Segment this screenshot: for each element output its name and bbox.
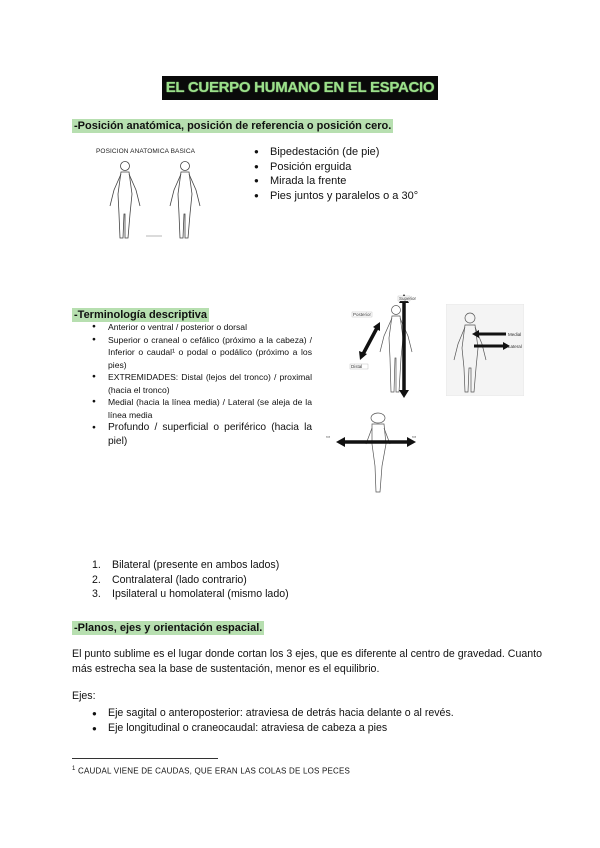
section-heading-anatomical-position xyxy=(72,116,393,134)
label-posterior: Posterior xyxy=(353,312,372,317)
label-lateral: Lateral xyxy=(508,344,522,349)
anatomical-position-list xyxy=(254,145,418,203)
section-heading-text: -Terminología descriptiva xyxy=(74,309,208,321)
profundo-superficial-figure xyxy=(320,404,432,496)
list-item: ● Mirada la frente xyxy=(254,174,418,189)
ejes-list xyxy=(92,706,454,736)
label-right-arrow: ▭ xyxy=(412,434,417,439)
list-item: ● Eje longitudinal o craneocaudal: atraviesa de cabeza a pies xyxy=(92,721,454,736)
terminology-list xyxy=(92,321,312,449)
anatomical-figures-illustration xyxy=(90,158,230,248)
laterality-list xyxy=(92,558,289,602)
list-item: 3. Ipsilateral u homolateral (mismo lado) xyxy=(92,588,289,601)
list-item: ● Posición erguida xyxy=(254,160,418,175)
label-superior: Superior xyxy=(399,296,417,301)
footnote xyxy=(72,766,350,776)
list-item: 2. Contralateral (lado contrario) xyxy=(92,573,247,586)
section-heading-text: -Planos, ejes y orientación espacial. xyxy=(74,622,263,634)
page-title: EL CUERPO HUMANO EN EL ESPACIO xyxy=(162,76,438,100)
section-heading-text: -Posición anatómica, posición de referencia o posición cero. xyxy=(74,120,392,132)
list-item: ● Superior o craneal o cefálico (próximo a la cabeza) / Inferior o caudal¹ o podal o podálico (próximo a los pies) xyxy=(92,334,312,372)
section-heading-planes xyxy=(72,618,264,636)
list-item: 1. Bilateral (presente en ambos lados) xyxy=(92,559,280,571)
body-arrows-illustration xyxy=(340,294,440,399)
label-medial: Medial xyxy=(508,332,522,337)
medial-lateral-figure xyxy=(446,304,524,396)
label-distal: Distal xyxy=(351,364,363,369)
list-item: ● Eje sagital o anteroposterior: atraviesa de detrás hacia delante o al revés. xyxy=(92,706,454,721)
figure-caption: POSICION ANATOMICA BASICA xyxy=(96,148,196,155)
ejes-label: Ejes: xyxy=(72,690,96,702)
footnote-divider xyxy=(72,758,218,759)
list-item: ● Pies juntos y paralelos o a 30° xyxy=(254,189,418,204)
list-item: ● Anterior o ventral / posterior o dorsal xyxy=(92,321,312,334)
list-item: ● EXTREMIDADES: Distal (lejos del tronco) / proximal (hacia el tronco) xyxy=(92,371,312,396)
paragraph-sublime-point: El punto sublime es el lugar donde cortan los 3 ejes, que es diferente al centro de gravedad. Cuanto más estrecha sea la base de sustentación, menor es el equilibrio. xyxy=(72,648,542,675)
footnote-text: CAUDAL VIENE DE CAUDAS, QUE ERAN LAS COLAS DE LOS PECES xyxy=(77,766,351,776)
list-item: ● Profundo / superficial o periférico (hacia la piel) xyxy=(92,421,312,449)
list-item: ● Medial (hacia la línea media) / Lateral (se aleja de la línea media xyxy=(92,396,312,421)
anatomical-position-figure xyxy=(90,146,230,246)
footnote-marker: 1 xyxy=(72,766,76,772)
list-item: ● Bipedestación (de pie) xyxy=(254,145,418,160)
superior-inferior-figure xyxy=(340,294,440,399)
label-left-arrow: ▭ xyxy=(326,434,331,439)
body-depth-illustration xyxy=(320,404,432,496)
body-medial-illustration xyxy=(446,304,524,396)
